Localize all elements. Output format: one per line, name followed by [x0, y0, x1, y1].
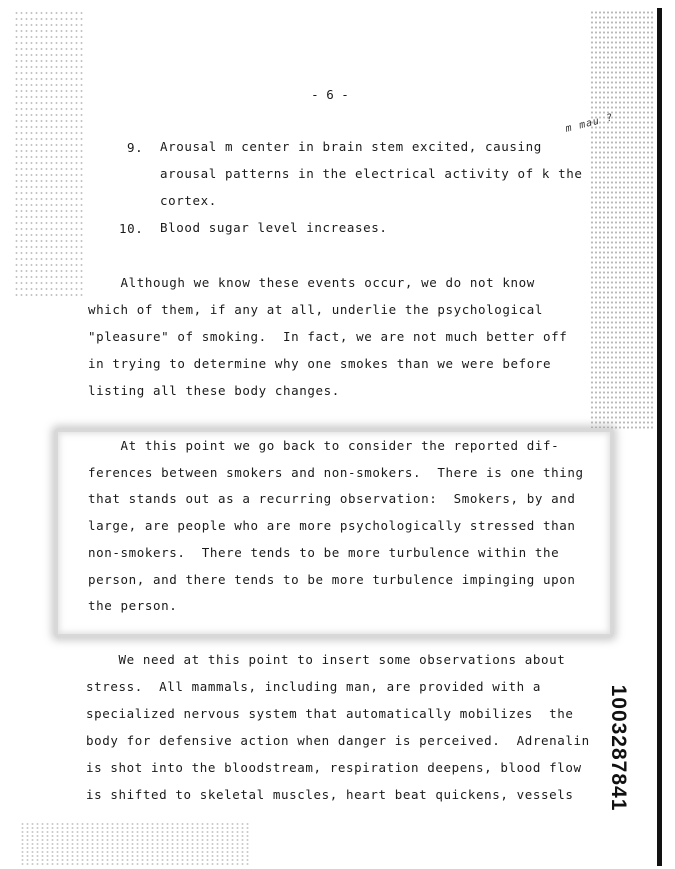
- scan-noise-bottom: [20, 822, 250, 867]
- scan-page-edge: [657, 8, 662, 866]
- list-item-line: Blood sugar level increases.: [160, 220, 388, 235]
- scan-noise-left: [14, 10, 84, 300]
- handwritten-margin-note: m mau ?: [564, 112, 615, 135]
- paragraph-line: Although we know these events occur, we do not know: [88, 275, 535, 290]
- page-number: - 6 -: [311, 87, 349, 102]
- paragraph-line: large, are people who are more psychologically stressed than: [88, 518, 576, 533]
- list-item-number: 9.: [127, 140, 144, 155]
- list-item-line: cortex.: [160, 193, 217, 208]
- scan-noise-right: [590, 10, 655, 430]
- paragraph-line: stress. All mammals, including man, are provided with a: [86, 679, 542, 694]
- bates-number: 1003287841: [607, 684, 630, 812]
- paragraph-line: body for defensive action when danger is perceived. Adrenalin: [86, 733, 590, 748]
- paragraph-line: that stands out as a recurring observation: Smokers, by and: [88, 491, 576, 506]
- paragraph-line: "pleasure" of smoking. In fact, we are not much better off: [88, 329, 568, 344]
- paragraph-line: is shifted to skeletal muscles, heart beat quickens, vessels: [86, 787, 574, 802]
- list-item-number: 10.: [119, 221, 144, 236]
- paragraph-line: is shot into the bloodstream, respiration deepens, blood flow: [86, 760, 582, 775]
- paragraph-line: the person.: [88, 598, 178, 613]
- paragraph-line: ferences between smokers and non-smokers. There is one thing: [88, 465, 584, 480]
- paragraph-line: in trying to determine why one smokes than we were before: [88, 356, 552, 371]
- paragraph-line: non-smokers. There tends to be more turbulence within the: [88, 545, 560, 560]
- paragraph-line: We need at this point to insert some observations about: [86, 652, 566, 667]
- paragraph-line: At this point we go back to consider the reported dif-: [88, 438, 560, 453]
- paragraph-line: specialized nervous system that automatically mobilizes the: [86, 706, 574, 721]
- list-item-line: Arousal m center in brain stem excited, causing: [160, 139, 542, 154]
- list-item-line: arousal patterns in the electrical activity of k the: [160, 166, 583, 181]
- paragraph-line: person, and there tends to be more turbulence impinging upon: [88, 572, 576, 587]
- paragraph-line: which of them, if any at all, underlie the psychological: [88, 302, 544, 317]
- paragraph-line: listing all these body changes.: [88, 383, 340, 398]
